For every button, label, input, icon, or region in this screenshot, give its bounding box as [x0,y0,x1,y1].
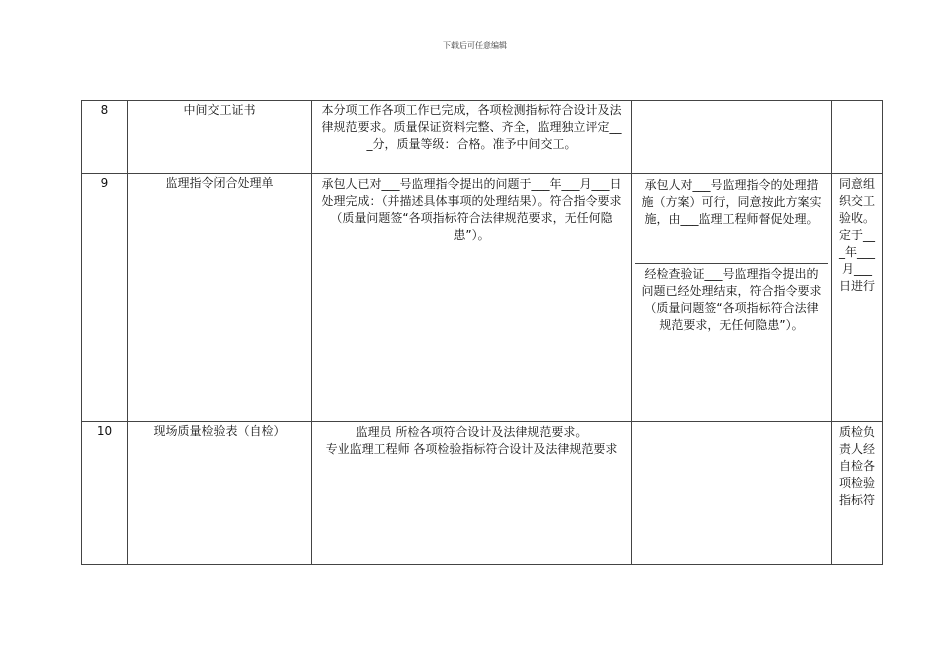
table-row [82,422,883,565]
row-number: 10 [82,422,128,565]
row-number: 8 [82,101,128,174]
inspector-statement: 监理员 所检各项符合设计及法律规范要求。 [355,425,588,439]
conclusion-cell [832,101,883,174]
measure-approval-text: 承包人对___号监理指令的处理措施（方案）可行，同意按此方案实施，由___监理工程师督促处理。 [635,175,828,264]
certificate-text-body: 本分项工作各项工作已完成，各项检测指标符合设计及法律规范要求。质量保证资料完整、齐全，监理独立评定___分，质量等级：合格。准予中间交工。 [321,103,622,151]
supervisor-opinion-cell [632,174,832,422]
engineer-statement: 专业监理工程师 各项检验指标符合设计及法律规范要求 [325,442,618,456]
self-check-text [832,422,883,565]
table-row [82,101,883,174]
opinion-cell [632,101,832,174]
certificate-text [312,101,632,174]
form-name: 监理指令闭合处理单 [128,174,312,422]
table-row [82,174,883,422]
acceptance-text: 同意组织交工验收。定于___年___月___日进行 [832,174,883,422]
opinion-cell [632,422,832,565]
header-watermark: 下载后可任意编辑 [443,41,507,50]
verification-text: 经检查验证___号监理指令提出的问题已经处理结束，符合指令要求（质量问题签“各项指标符合法律规范要求，无任何隐患”）。 [641,267,822,332]
supervision-form-table [81,100,883,565]
form-name: 中间交工证书 [128,101,312,174]
contractor-statement: 承包人已对___号监理指令提出的问题于___年___月___日处理完成：（并描述具体事项的处理结果）。符合指令要求（质量问题签“各项指标符合法律规范要求，无任何隐患”）。 [312,174,632,422]
row-number: 9 [82,174,128,422]
form-name: 现场质量检验表（自检） [128,422,312,565]
inspection-statements [312,422,632,565]
self-check-text-body: 质检负责人经自检各项检验指标符 [838,425,875,507]
